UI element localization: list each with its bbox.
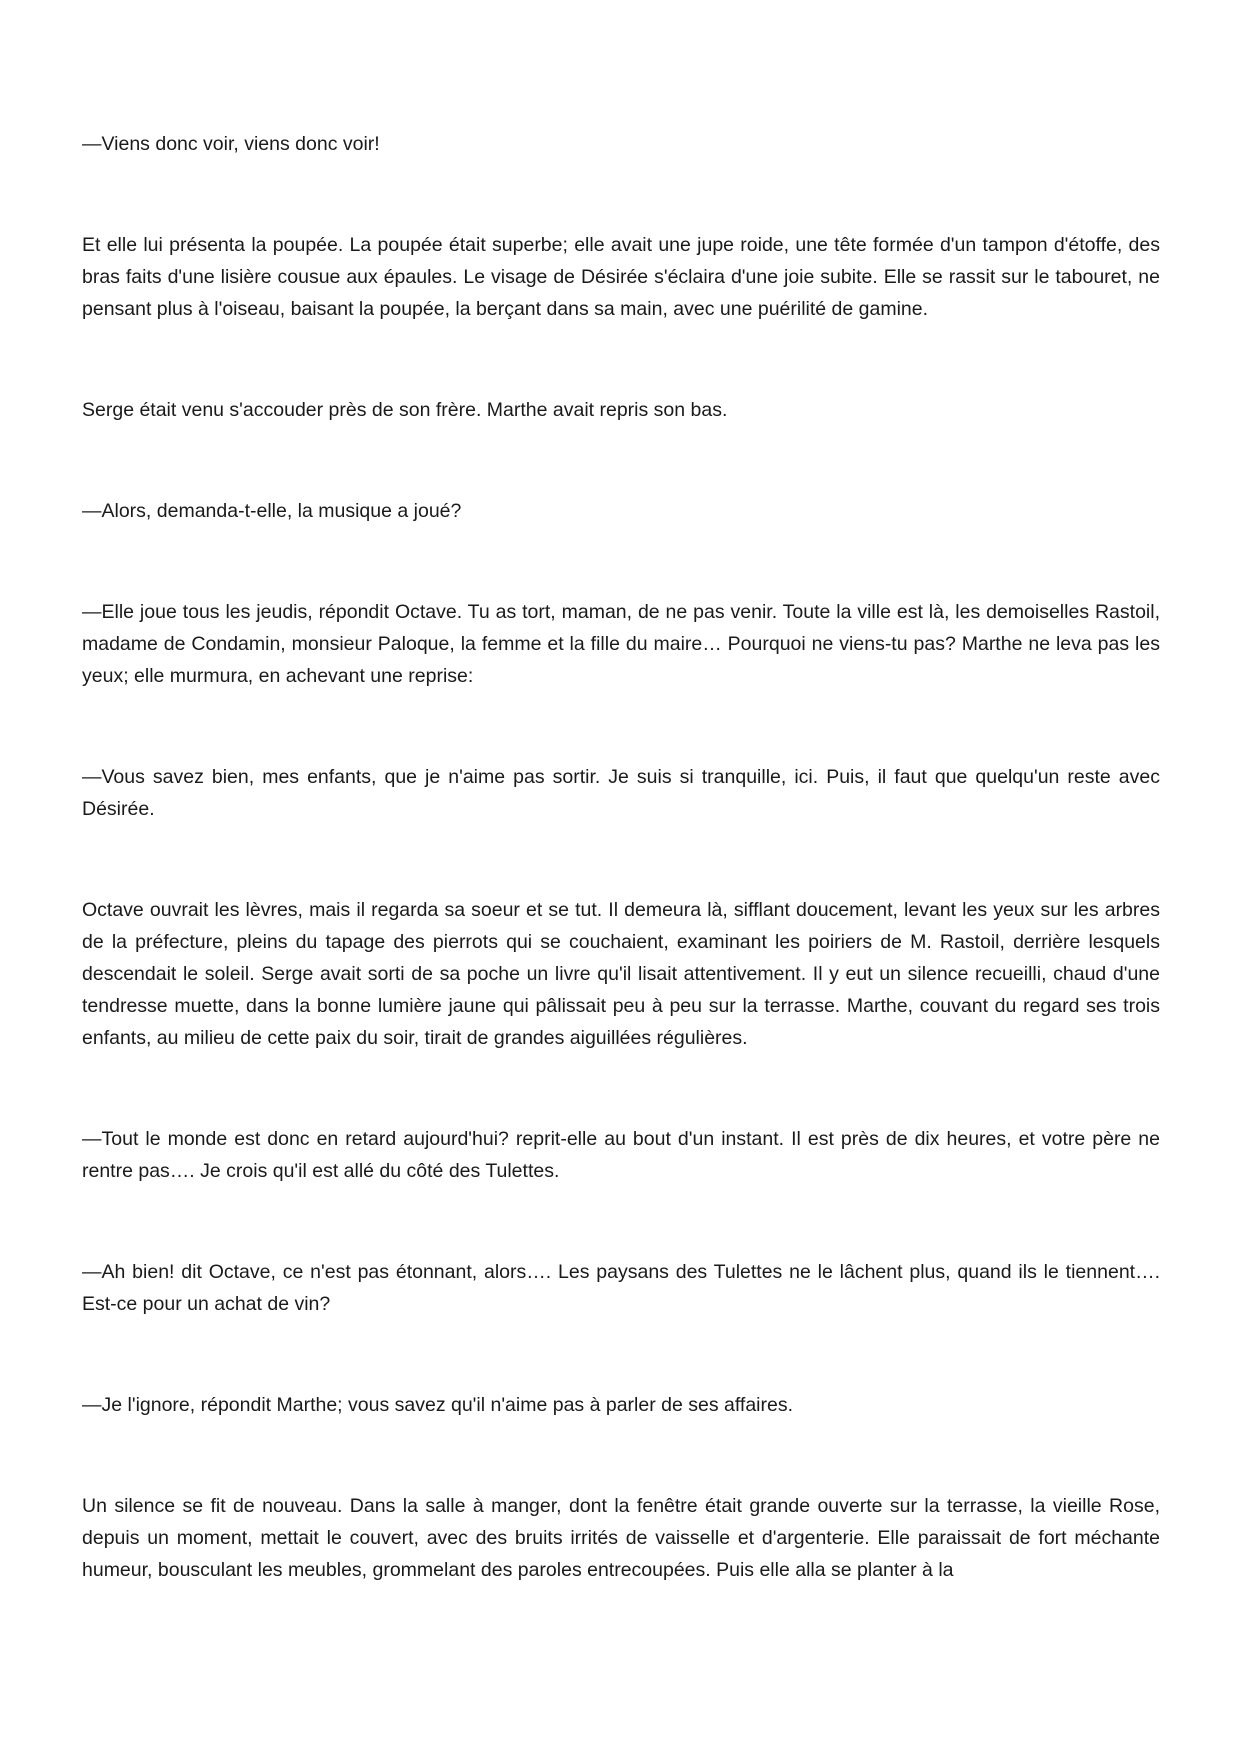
paragraph: —Elle joue tous les jeudis, répondit Octave. Tu as tort, maman, de ne pas venir. Toute la ville est là, les demoiselles Rastoil, madame de Condamin, monsieur Paloque, la femme et la fille du maire… Pourquoi ne viens-tu pas? Marthe ne leva pas les yeux; elle murmura, en achevant une reprise: (82, 601, 1160, 687)
paragraph: Un silence se fit de nouveau. Dans la salle à manger, dont la fenêtre était grande ouverte sur la terrasse, la vieille Rose, depuis un moment, mettait le couvert, avec des bruits irrités de vaisselle et d'argenterie. Elle paraissait de fort méchante humeur, bousculant les meubles, grommelant des paroles entrecoupées. Puis elle alla se planter à la (82, 1495, 1160, 1581)
paragraph: —Je l'ignore, répondit Marthe; vous savez qu'il n'aime pas à parler de ses affaires. (82, 1394, 794, 1416)
paragraph: Serge était venu s'accouder près de son frère. Marthe avait repris son bas. (82, 399, 728, 421)
paragraph: Et elle lui présenta la poupée. La poupée était superbe; elle avait une jupe roide, une tête formée d'un tampon d'étoffe, des bras faits d'une lisière cousue aux épaules. Le visage de Désirée s'éclaira d'une joie subite. Elle se rassit sur le tabouret, ne pensant plus à l'oiseau, baisant la poupée, la berçant dans sa main, avec une puérilité de gamine. (82, 234, 1160, 320)
paragraph: —Vous savez bien, mes enfants, que je n'aime pas sortir. Je suis si tranquille, ici. Puis, il faut que quelqu'un reste avec Désirée. (82, 766, 1160, 820)
text-body (82, 128, 1160, 1586)
paragraph: —Alors, demanda-t-elle, la musique a joué? (82, 500, 462, 522)
paragraph: Octave ouvrait les lèvres, mais il regarda sa soeur et se tut. Il demeura là, sifflant doucement, levant les yeux sur les arbres de la préfecture, pleins du tapage des pierrots qui se couchaient, examinant les poiriers de M. Rastoil, derrière lesquels descendait le soleil. Serge avait sorti de sa poche un livre qu'il lisait attentivement. Il y eut un silence recueilli, chaud d'une tendresse muette, dans la bonne lumière jaune qui pâlissait peu à peu sur la terrasse. Marthe, couvant du regard ses trois enfants, au milieu de cette paix du soir, tirait de grandes aiguillées régulières. (82, 899, 1160, 1049)
paragraph: —Viens donc voir, viens donc voir! (82, 133, 380, 155)
paragraph: —Tout le monde est donc en retard aujourd'hui? reprit-elle au bout d'un instant. Il est près de dix heures, et votre père ne rentre pas…. Je crois qu'il est allé du côté des Tulettes. (82, 1128, 1160, 1182)
paragraph: —Ah bien! dit Octave, ce n'est pas étonnant, alors…. Les paysans des Tulettes ne le lâchent plus, quand ils le tiennent…. Est-ce pour un achat de vin? (82, 1261, 1160, 1315)
